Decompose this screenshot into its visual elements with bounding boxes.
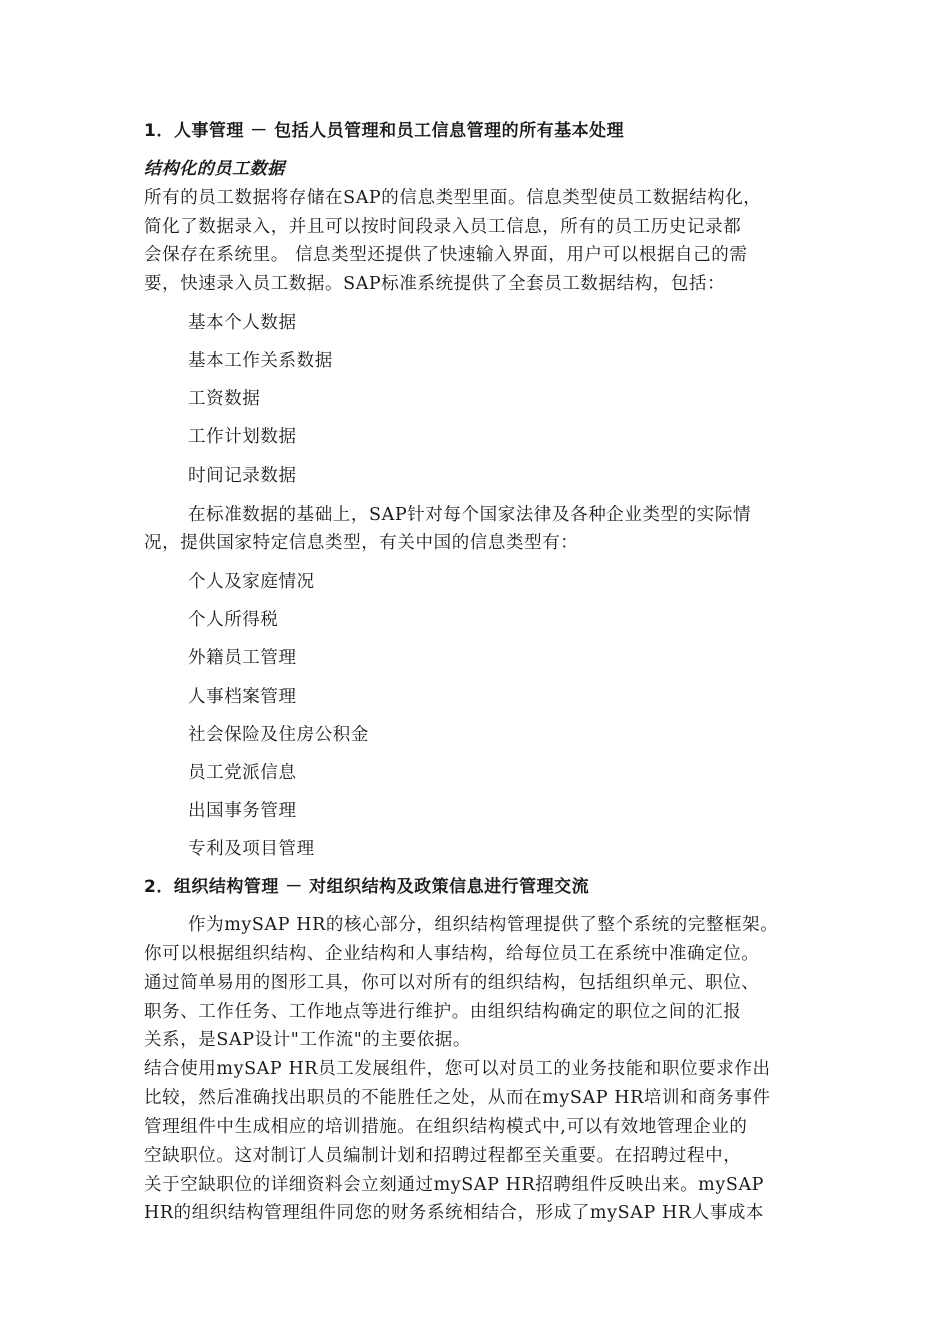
para-line: 通过简单易用的图形工具，你可以对所有的组织结构，包括组织单元、职位、 — [144, 973, 760, 993]
list-item: 人事档案管理 — [188, 687, 297, 707]
para-line: 你可以根据组织结构、企业结构和人事结构，给每位员工在系统中准确定位。 — [144, 944, 760, 964]
para-line: 职务、工作任务、工作地点等进行维护。由组织结构确定的职位之间的汇报 — [144, 1002, 742, 1022]
para-line: 关于空缺职位的详细资料会立刻通过mySAP HR招聘组件反映出来。mySAP — [144, 1175, 765, 1195]
list-item: 出国事务管理 — [188, 801, 297, 821]
para-line: 比较，然后准确找出职员的不能胜任之处，从而在mySAP HR培训和商务事件 — [144, 1088, 771, 1108]
list-item: 工资数据 — [188, 389, 261, 409]
list-item: 时间记录数据 — [188, 466, 297, 486]
section-1-subheading: 结构化的员工数据 — [144, 159, 285, 179]
para-line: 作为mySAP HR的核心部分，组织结构管理提供了整个系统的完整框架。 — [188, 915, 779, 935]
para-line: 在标准数据的基础上，SAP针对每个国家法律及各种企业类型的实际情 — [188, 505, 752, 525]
para-line: 管理组件中生成相应的培训措施。在组织结构模式中,可以有效地管理企业的 — [144, 1117, 748, 1137]
list-item: 工作计划数据 — [188, 427, 297, 447]
para-line: 会保存在系统里。 信息类型还提供了快速输入界面，用户可以根据自己的需 — [144, 245, 748, 265]
section-1-heading: 1．人事管理 － 包括人员管理和员工信息管理的所有基本处理 — [144, 121, 625, 141]
para-line: 况，提供国家特定信息类型，有关中国的信息类型有： — [144, 533, 579, 553]
para-line: 关系，是SAP设计"工作流"的主要依据。 — [144, 1030, 471, 1050]
para-line: 结合使用mySAP HR员工发展组件，您可以对员工的业务技能和职位要求作出 — [144, 1059, 771, 1079]
document-page — [144, 0, 814, 1344]
list-item: 基本个人数据 — [188, 313, 297, 333]
para-line: 所有的员工数据将存储在SAP的信息类型里面。信息类型使员工数据结构化， — [144, 188, 762, 208]
list-item: 专利及项目管理 — [188, 839, 315, 859]
para-line: HR的组织结构管理组件同您的财务系统相结合，形成了mySAP HR人事成本 — [144, 1203, 765, 1223]
list-item: 社会保险及住房公积金 — [188, 725, 369, 745]
para-line: 要，快速录入员工数据。SAP标准系统提供了全套员工数据结构，包括： — [144, 274, 726, 294]
list-item: 外籍员工管理 — [188, 648, 297, 668]
list-item: 个人及家庭情况 — [188, 572, 315, 592]
para-line: 空缺职位。这对制订人员编制计划和招聘过程都至关重要。在招聘过程中， — [144, 1146, 742, 1166]
section-2-heading: 2．组织结构管理 － 对组织结构及政策信息进行管理交流 — [144, 877, 590, 897]
list-item: 员工党派信息 — [188, 763, 297, 783]
para-line: 简化了数据录入，并且可以按时间段录入员工信息，所有的员工历史记录都 — [144, 217, 742, 237]
list-item: 基本工作关系数据 — [188, 351, 333, 371]
list-item: 个人所得税 — [188, 610, 279, 630]
